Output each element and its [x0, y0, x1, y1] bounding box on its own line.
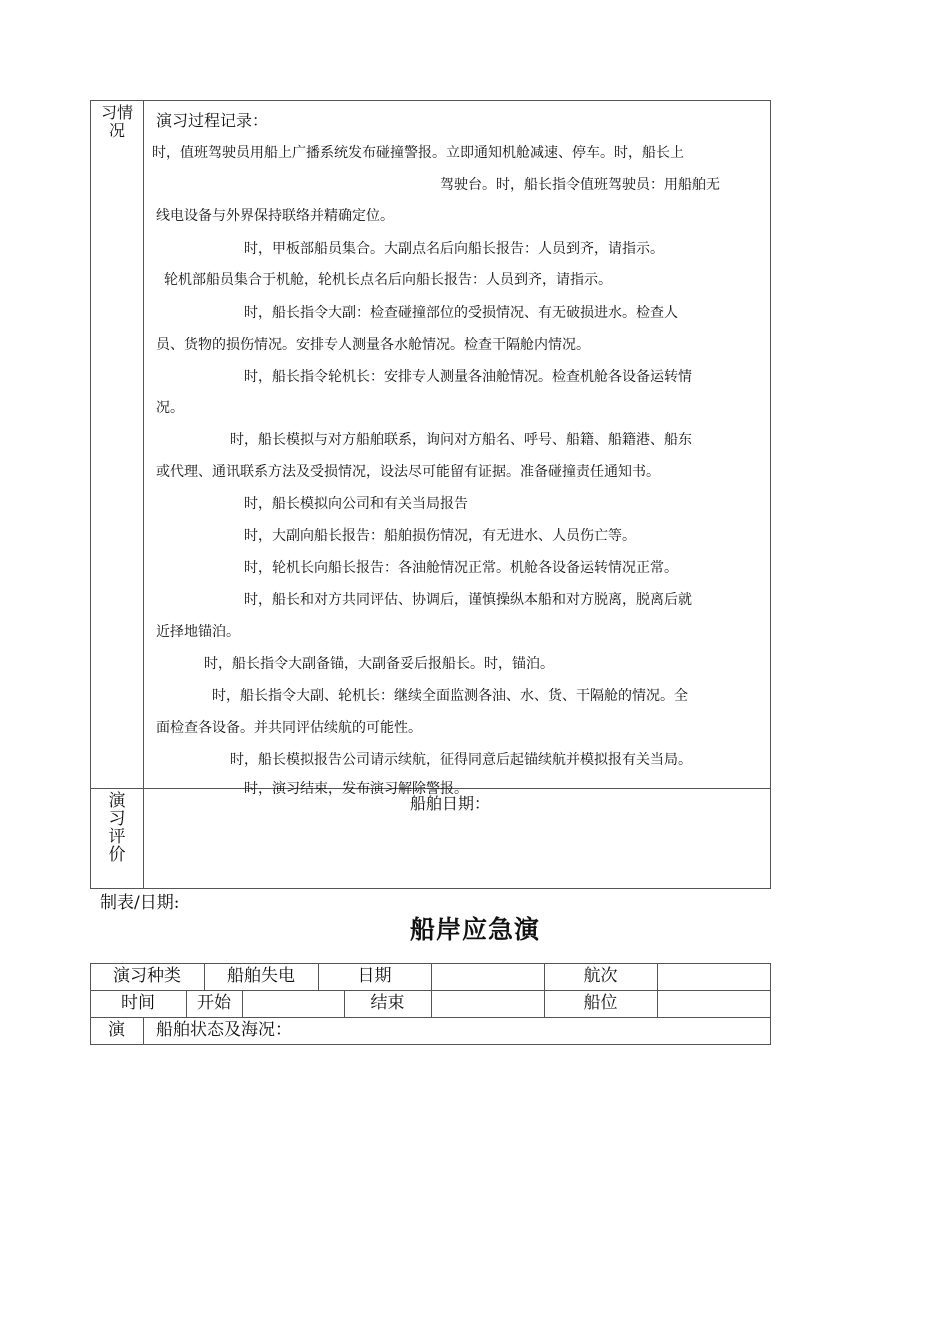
record-line: 面检查各设备。并共同评估续航的可能性。 [156, 720, 422, 736]
record-line: 时，船长模拟报告公司请示续航，征得同意后起锚续航并模拟报有关当局。 [230, 752, 692, 768]
record-line: 线电设备与外界保持联络并精确定位。 [156, 208, 394, 224]
ship-status-sea-condition: 船舶状态及海况： [156, 1020, 292, 1040]
end-label: 结束 [370, 993, 405, 1013]
prepared-by-date: 制表/日期: [100, 893, 180, 913]
record-line: 时，船长模拟向公司和有关当局报告 [244, 496, 468, 512]
table-border-left [90, 100, 91, 889]
record-line: 员、货物的损伤情况。安排专人测量各水舱情况。检查干隔舱内情况。 [156, 337, 590, 353]
record-line: 轮机部船员集合于机舱，轮机长点名后向船长报告：人员到齐，请指示。 [164, 272, 612, 288]
table2-border-right [770, 963, 771, 1045]
form-title [0, 910, 950, 946]
record-line: 时，船长模拟与对方船舶联系，询问对方船名、呼号、船籍、船籍港、船东 [230, 432, 692, 448]
record-heading: 演习过程记录： [156, 111, 269, 130]
record-line: 时，船长指令大副备锚，大副备妥后报船长。时，锚泊。 [204, 656, 554, 672]
cell-divider [657, 963, 658, 1017]
drill-record-area [144, 101, 770, 797]
record-line: 时，大副向船长报告：船舶损伤情况，有无进水、人员伤亡等。 [244, 528, 636, 544]
record-line: 时，船长指令轮机长：安排专人测量各油舱情况。检查机舱各设备运转情 [244, 369, 692, 385]
voyage-label: 航次 [583, 966, 618, 986]
record-line: 时，船长指令大副：检查碰撞部位的受损情况、有无破损进水。检查人 [244, 305, 678, 321]
record-line: 况。 [156, 400, 184, 416]
record-line: 时，船长指令大副、轮机长：继续全面监测各油、水、货、干隔舱的情况。全 [212, 688, 688, 704]
cell-divider [143, 1017, 144, 1044]
time-label: 时间 [121, 993, 155, 1013]
cell-divider [242, 990, 243, 1017]
record-line: 时，值班驾驶员用船上广播系统发布碰撞警报。立即通知机舱减速、停车。时，船长上 [152, 145, 684, 161]
drill-row-label: 演 [108, 1020, 125, 1040]
record-line: 近择地锚泊。 [156, 624, 240, 640]
table2-border-bottom [90, 1044, 771, 1045]
start-label: 开始 [197, 993, 231, 1013]
record-line: 驾驶台。时，船长指令值班驾驶员：用船舶无 [440, 177, 720, 193]
evaluation-text: 船舶日期： [410, 794, 491, 813]
form-title-text: 船岸应急演 [409, 915, 540, 944]
record-line: 时，轮机长向船长报告：各油舱情况正常。机舱各设备运转情况正常。 [244, 560, 678, 576]
table-border-right [770, 100, 771, 889]
drill-situation-label: 习情 况 [100, 103, 133, 140]
record-line: 时，演习结束，发布演习解除警报。 [244, 781, 468, 797]
drill-type-label: 演习种类 [113, 966, 181, 986]
drill-type-value: 船舶失电 [227, 966, 295, 986]
record-line: 时，甲板部船员集合。大副点名后向船长报告：人员到齐，请指示。 [244, 241, 664, 257]
record-line: 或代理、通讯联系方法及受损情况，设法尽可能留有证据。准备碰撞责任通知书。 [156, 464, 660, 480]
cell-divider [431, 963, 432, 1017]
record-line: 时，船长和对方共同评估、协调后，谨慎操纵本船和对方脱离，脱离后就 [244, 592, 692, 608]
drill-evaluation-label: 演 习 评 价 [108, 791, 126, 865]
table-border-bottom [90, 888, 771, 889]
date-label: 日期 [357, 966, 392, 986]
position-label: 船位 [583, 993, 618, 1013]
